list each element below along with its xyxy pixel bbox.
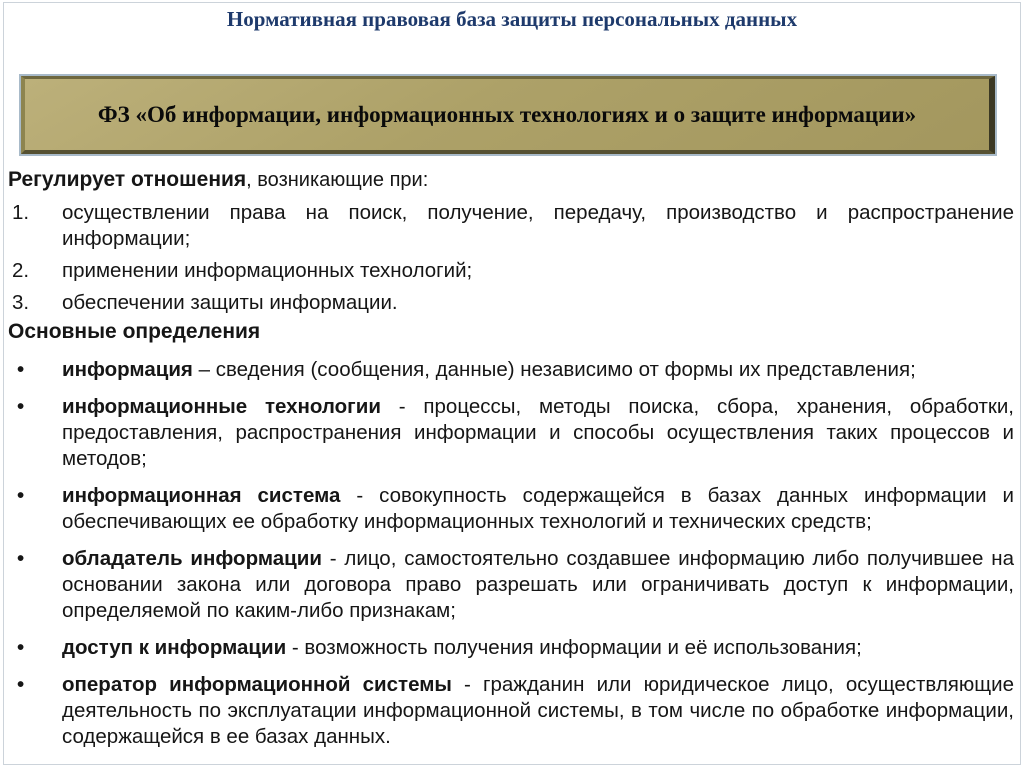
list-item: [8, 290, 1014, 316]
bullet-marker: •: [17, 395, 25, 418]
slide-title: Нормативная правовая база защиты персональных данных: [226, 7, 798, 31]
definition-text: процессы, методы поиска, сбора, хранения, обработки, предоставления, распространения информации и способы осуществления таких процессов и методов;: [62, 395, 1015, 470]
law-banner: [19, 74, 997, 156]
item-number: 3.: [12, 291, 30, 314]
list-item: [8, 200, 1014, 252]
definition-term: информационная система: [62, 484, 341, 507]
definition-text: совокупность содержащейся в базах данных информации и обеспечивающих ее обработку информационных технологий и технических средств;: [62, 484, 1014, 533]
definition-separator: -: [380, 395, 424, 418]
definition-item: [8, 483, 1014, 535]
definition-item: [8, 394, 1014, 472]
item-text: обеспечении защиты информации.: [62, 291, 398, 314]
law-banner-bevel: [21, 76, 995, 154]
list-item: [8, 258, 1014, 284]
definitions-list: [8, 357, 1014, 750]
definition-item: [8, 635, 1014, 661]
definitions-heading: Основные определения: [8, 320, 261, 343]
definition-text: лицо, самостоятельно создавшее информацию либо получившее на основании закона или договора право разрешать или ограничивать доступ к информации, определяемой по каким-либо признакам;: [62, 547, 1014, 622]
definition-item: [8, 546, 1014, 624]
definition-separator: -: [286, 636, 305, 659]
definition-term: информационные технологии: [62, 395, 381, 418]
definition-term: обладатель информации: [62, 547, 322, 570]
definition-text: сведения (сообщения, данные) независимо от формы их представления;: [215, 358, 916, 381]
definition-text: гражданин или юридическое лицо, осуществляющие деятельность по эксплуатации информационной системы, в том числе по обработке информации, содержащейся в ее базах данных.: [62, 673, 1014, 748]
bullet-marker: •: [17, 547, 25, 570]
item-number: 1.: [12, 201, 30, 224]
definition-text: возможность получения информации и её использования;: [304, 636, 862, 659]
item-text: осуществлении права на поиск, получение, передачу, производство и распространение информации;: [62, 201, 1014, 250]
bullet-marker: •: [17, 673, 25, 696]
intro-rest: , возникающие при:: [246, 169, 429, 191]
definition-item: [8, 357, 1014, 383]
numbered-list: [8, 200, 1014, 316]
slide-body: [8, 166, 1014, 750]
definition-separator: -: [451, 673, 483, 696]
bullet-marker: •: [17, 358, 25, 381]
definition-item: [8, 672, 1014, 750]
definition-separator: -: [321, 547, 345, 570]
bullet-marker: •: [17, 636, 25, 659]
definition-separator: -: [340, 484, 380, 507]
definition-term: доступ к информации: [62, 636, 287, 659]
definition-term: информация: [62, 358, 193, 381]
item-text: применении информационных технологий;: [62, 259, 473, 282]
definition-separator: –: [192, 358, 216, 381]
intro-lead-bold: Регулирует отношения: [8, 168, 247, 191]
item-number: 2.: [12, 259, 30, 282]
law-banner-title: ФЗ «Об информации, информационных технологиях и о защите информации»: [97, 102, 917, 127]
definition-term: оператор информационной системы: [62, 673, 452, 696]
bullet-marker: •: [17, 484, 25, 507]
intro-line: [8, 166, 1014, 194]
